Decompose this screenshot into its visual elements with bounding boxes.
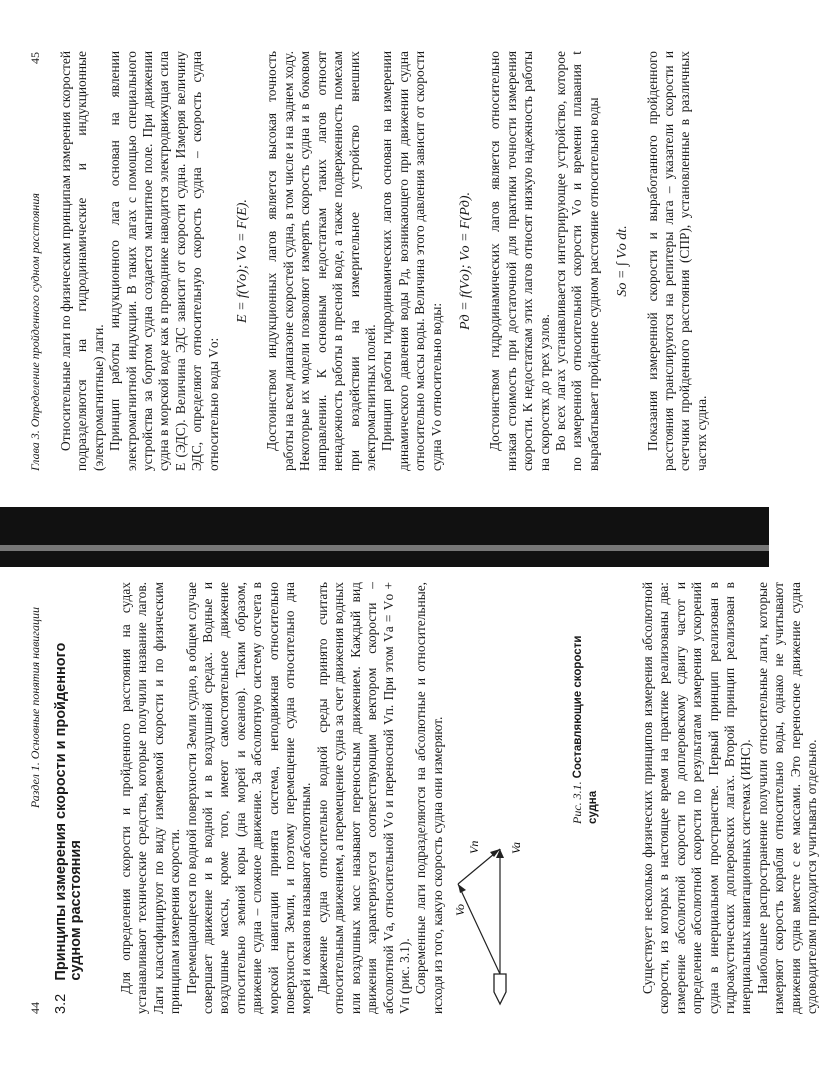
formula-emf: E = f(Vо); Vо = F(E). <box>235 199 251 323</box>
paragraph: Относительные лаги по физическим принципам измерения скоростей подразделяются на гидродинамические и индукционные (электромагнитные) лаги. <box>58 51 106 471</box>
right-running-head <box>28 52 43 471</box>
velocity-figure <box>442 582 632 1014</box>
paragraph: Принцип работы индукционного лага основан на явлении электромагнитной индукции. В таких лагах с помощью специального устройства за бортом судна создается магнитное поле. При движении судна в морской воде как в проводнике наводится электродвижущая сила E (ЭДС). Величина ЭДС зависит от скорости судна. Измеряя величину ЭДС, определяют относительную скорость судна – скорость судна относительно воды Vо: <box>107 51 221 471</box>
left-page-number: 44 <box>28 1002 42 1014</box>
caption-number: Рис. 3.1. <box>570 781 584 824</box>
vector-vo <box>458 884 500 974</box>
right-page-number: 45 <box>28 52 42 64</box>
paragraph: Принцип работы гидродинамических лагов основан на измерении динамического давления воды Pд, возникающего при движении судна относительно массы воды. Величина этого давления зависит от скорости судна Vо относительно воды: <box>379 51 444 471</box>
arrow-head-icon <box>458 884 466 893</box>
paragraph: Достоинством индукционных лагов является высокая точность работы на всем диапазоне скоростей судна, в том числе и на заднем ходу. Некоторые их модели позволяют измерять скорость судна и в боковом направлении. К основным недостаткам таких лагов относят ненадежность работы в пресной воде, а также подверженность помехам при воздействии на измерительное устройство внешних электромагнитных полей. <box>264 51 378 471</box>
left-running-head-text: Раздел 1. Основные понятия навигации <box>28 607 42 809</box>
paragraph: Современные лаги подразделяются на абсолютные и относительные, исходя из того, какую скорость судна они измеряют. <box>413 582 445 1014</box>
paragraph: Движение судна относительно водной среды принято считать относительным движением, а перемещение судна за счет движения водных или воздушных масс называют переносным движением. Каждый вид движения характеризуется соответствующим вектором скорости – абсолютной Vа, относительной Vо и переносной Vп. При этом Vа = Vо + Vп (рис. 3.1). <box>314 582 412 1014</box>
left-body-text <box>118 582 446 1014</box>
right-page <box>0 0 769 507</box>
right-body-text <box>58 51 710 471</box>
left-page <box>0 567 820 1074</box>
paragraph: Во всех лагах устанавливается интегрирующее устройство, которое по измеренной относительной скорости Vо и времени плавания t вырабатывает пройденное судном расстояние относительно воды <box>552 51 601 471</box>
left-running-head <box>28 607 43 1014</box>
figure-caption <box>570 624 600 824</box>
caption-text: Составляющие скорости судна <box>572 635 599 824</box>
section-heading <box>54 614 84 1014</box>
paragraph: Существует несколько физических принципов измерения абсолютной скорости, из которых в настоящее время на практике реализованы два: измерение абсолютной скорости по доплеровскому сдвигу частот и определение абсолютной скорости по результатам измерения ускорений судна в инерциальном пространстве. Первый принцип реализован в гидроакустических доплеровских лагах. Второй принцип реализован в инерциальных навигационных системах (ИНС). <box>640 582 754 1014</box>
section-number: 3.2 <box>53 993 69 1014</box>
paragraph: Показания измеренной скорости и выработанного пройденного расстояния транслируются на репитеры лага – указатели скорости и счетчики пройденного расстояния (СПР), установленные в различных частях судна. <box>644 51 709 471</box>
paragraph: Для определения скорости и пройденного расстояния на судах устанавливают технические средства, которые получили название лагов. Лаги классифицируют по виду измеряемой скорости и по физическим принципам измерения скорости. <box>118 582 183 1014</box>
left-body-text-continued <box>640 582 820 1014</box>
vo-label: Vo <box>453 904 467 916</box>
formula-distance: Sо = ∫ Vо dt. <box>615 225 631 297</box>
vn-label: Vп <box>467 840 481 854</box>
velocity-vector-diagram <box>442 814 572 1014</box>
book-gutter <box>0 507 769 567</box>
formula-pressure: Pд = f(Vо); Vо = F(Pд). <box>457 191 473 331</box>
ship-icon <box>494 974 506 1004</box>
paragraph: Перемещающееся по водной поверхности Земли судно, в общем случае совершает движение и в водной и в воздушной средах. Водные и воздушные массы, кроме того, имеют самостоятельное движение относительно земной коры (дна морей и океанов). Таким образом, движение судна – сложное движение. За абсолютную систему отсчета в морской навигации принята система, неподвижная относительно поверхности Земли, и поэтому перемещение судна относительно дна морей и океанов называют абсолютным. <box>183 582 314 1014</box>
va-label: Va <box>509 842 523 854</box>
right-running-head-text: Глава 3. Определение пройденного судном расстояния <box>28 193 42 471</box>
section-title: Принципы измерения скорости и пройденного судном расстояния <box>53 642 84 981</box>
paragraph: Наибольшее распространение получили относительные лаги, которые измеряют скорость корабля относительно воды, однако не учитывают движения судна вместе с ее массами. Это переносное движение судна судоводителям приходится учитывать отдельно. <box>754 582 820 1014</box>
paragraph: Достоинством гидродинамических лагов является относительно низкая стоимость при достаточной для практики точности измерения скорости. К недостаткам этих лагов относят низкую надежность работы на скоростях до трех узлов. <box>487 51 552 471</box>
